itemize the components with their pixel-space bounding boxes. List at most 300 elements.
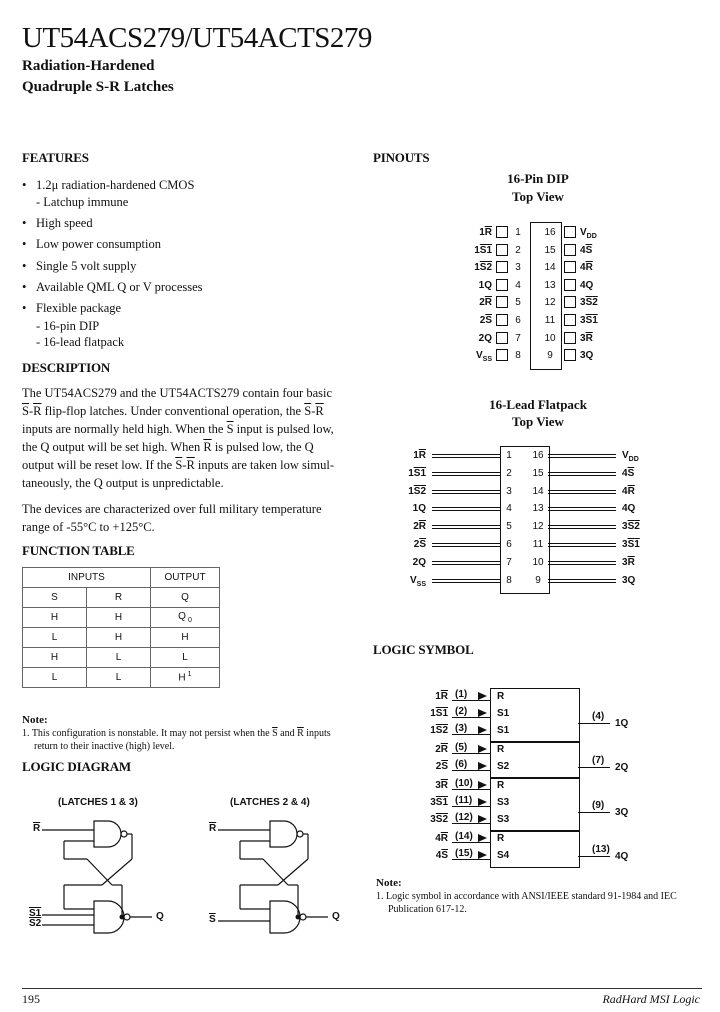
pin-prefix: 4 (622, 467, 628, 479)
pin-number: 13 (532, 503, 544, 515)
input-line (452, 806, 490, 807)
pin-suffix: 1 (442, 708, 448, 719)
text: - (311, 404, 316, 418)
latches-1-3-label: (LATCHES 1 & 3) (58, 797, 138, 808)
feature-item (22, 216, 93, 231)
pin-label (580, 315, 598, 326)
buffer-triangle-icon (478, 745, 487, 753)
bullet-icon: • (22, 178, 27, 192)
description-line (22, 500, 362, 518)
pin-suffix: 2 (486, 262, 492, 274)
buffer-triangle-icon (478, 781, 487, 789)
pin-bar: $\overline{S}$ (441, 850, 448, 861)
text: range of -55°C to +125°C. (22, 520, 155, 534)
pin-label (580, 245, 592, 256)
diagram-input-s2 (29, 918, 41, 929)
pin-prefix: 1 (413, 450, 419, 461)
input-line (452, 789, 490, 790)
inverter-bubble (124, 914, 130, 920)
logic-symbol-note-label: Note: (376, 877, 402, 889)
pin-prefix: 4 (435, 833, 441, 844)
pin-square (564, 349, 576, 361)
footer-rule (22, 988, 702, 989)
table-row (23, 608, 220, 628)
pin-bar: $\overline{S}$ (627, 521, 635, 533)
function-label: R (497, 833, 505, 844)
pin-suffix: 2 (420, 485, 426, 497)
wire (87, 859, 112, 885)
buffer-triangle-icon (478, 815, 487, 823)
text: output will be reset low. If the (22, 458, 176, 472)
r-bar: $\overline{R}$ (315, 404, 324, 418)
pin-suffix: 2 (442, 814, 448, 825)
pin-bar: $\overline{R}$ (440, 833, 448, 844)
function-table-heading: FUNCTION TABLE (22, 543, 135, 558)
column-header-q: Q (151, 588, 220, 608)
logic-symbol-note-line-1: 1. Logic symbol in accordance with ANSI/IEEE standard 91-1984 and IEC (376, 891, 677, 902)
table-row (23, 668, 220, 688)
pin-suffix: 2 (592, 297, 598, 309)
pin-label (390, 539, 426, 550)
output-pin-number: (7) (592, 755, 605, 766)
pin-number: (12) (455, 812, 473, 823)
feature-text: - 16-lead flatpack (36, 335, 125, 349)
pin-number: 6 (515, 315, 521, 326)
wire (102, 859, 132, 885)
text: inputs are normally held high. When the (22, 422, 227, 436)
table-cell: H (23, 608, 87, 628)
input-line (452, 717, 490, 718)
table-cell: L (23, 668, 87, 688)
pin-number: (2) (455, 706, 468, 717)
pin-label (622, 539, 640, 550)
output-line (578, 767, 610, 768)
pin-subscript: DD (628, 456, 639, 463)
feature-subitem (22, 195, 128, 210)
pin-number: 14 (532, 485, 544, 497)
lead (548, 454, 616, 458)
bullet-icon: • (22, 259, 27, 273)
pin-bar: $\overline{S}$ (419, 539, 426, 550)
function-label: S3 (497, 814, 510, 825)
lead (432, 490, 500, 494)
table-group-header (23, 568, 220, 588)
note-line (22, 727, 331, 740)
pin-bar: $\overline{R}$ (585, 332, 593, 344)
feature-text: High speed (36, 216, 93, 230)
diagram-output-q: Q (332, 911, 340, 922)
pin-number: 8 (515, 350, 521, 362)
r-bar: $\overline{R}$ (186, 458, 195, 472)
cell-value: Q (178, 611, 186, 622)
function-label: R (497, 780, 505, 791)
pin-number: 3 (506, 485, 512, 497)
pin-bar: $\overline{R}$ (440, 744, 448, 755)
input-line (452, 753, 490, 754)
pin-label (390, 557, 426, 568)
feature-text: Flexible package (36, 301, 122, 315)
pin-prefix: 3 (435, 780, 441, 791)
logic-diagram-latches-2-4 (198, 815, 368, 935)
s-bar: $\overline{S}$ (226, 422, 234, 436)
pin-suffix: 1 (634, 539, 640, 550)
output-line (578, 812, 610, 813)
pin-prefix: 3 (622, 556, 628, 568)
text: - (28, 404, 34, 418)
description-line (22, 518, 362, 536)
pin-bar: $\overline{S}$ (627, 467, 635, 479)
pin-prefix: 3 (622, 521, 628, 533)
table-cell (151, 608, 220, 628)
logic-diagram-latches-1-3 (22, 815, 192, 935)
pin-bar: $\overline{S}$ (585, 297, 593, 309)
pin-label (450, 245, 492, 256)
inverter-bubble (121, 831, 127, 837)
pin-number: (6) (455, 759, 468, 770)
pin-label (580, 280, 593, 291)
pin-prefix: 4 (435, 850, 442, 861)
pin-number: 15 (532, 467, 544, 479)
wire (278, 859, 308, 885)
pin-number: 4 (506, 503, 512, 515)
pin-number: (1) (455, 689, 468, 700)
text: inputs (303, 728, 331, 739)
pin-label (622, 468, 634, 479)
pin-bar: $\overline{R}$ (627, 556, 635, 568)
function-label: R (497, 744, 505, 755)
document-title: UT54ACS279/UT54ACTS279 (22, 22, 372, 54)
pin-number: (11) (455, 795, 473, 806)
pin-subscript: SS (416, 580, 426, 588)
table-cell: L (23, 628, 87, 648)
pin-label (450, 315, 492, 326)
pin-prefix: 4 (622, 485, 628, 497)
pin-label (404, 833, 448, 844)
function-label: S3 (497, 797, 510, 808)
pin-bar: $\overline{R}$ (418, 450, 426, 461)
pin-prefix: 2 (413, 521, 419, 533)
pin-prefix: 3Q (580, 350, 594, 362)
subtitle-quadruple-latches: Quadruple S-R Latches (22, 79, 174, 95)
pin-number: 7 (515, 332, 521, 344)
lead (432, 454, 500, 458)
output-label: 1Q (615, 717, 629, 729)
description-line (22, 456, 362, 474)
pin-bar: $\overline{S}$ (435, 797, 443, 808)
wire (263, 859, 288, 885)
cell-value: H (181, 632, 189, 643)
nand-gate (94, 821, 121, 847)
table-row (23, 648, 220, 668)
pin-label (622, 521, 640, 532)
pin-prefix: V (580, 227, 587, 238)
description-line (22, 438, 362, 456)
output-line (578, 856, 610, 857)
buffer-triangle-icon (478, 726, 487, 734)
pin-label (450, 280, 492, 291)
pin-number: 12 (532, 521, 544, 533)
diagram-output-q: Q (156, 911, 164, 922)
feature-item (22, 301, 121, 316)
footer-brand: RadHard MSI Logic (602, 992, 700, 1006)
cell-value: L (182, 652, 188, 663)
pin-number: 11 (544, 315, 556, 326)
subscript: 0 (187, 617, 192, 624)
pin-square (496, 261, 508, 273)
s-bar: $\overline{S}$ (272, 728, 278, 739)
lead (432, 579, 500, 583)
features-heading: FEATURES (22, 150, 89, 165)
dip-title: 16-Pin DIP (507, 171, 569, 186)
pin-square (496, 296, 508, 308)
flatpack-view: Top View (512, 414, 564, 429)
pin-label (390, 468, 426, 479)
pin-prefix: 3Q (622, 574, 636, 586)
pin-square (496, 244, 508, 256)
s-bar: $\overline{S}$ (209, 914, 216, 925)
buffer-triangle-icon (478, 692, 487, 700)
pin-prefix: V (409, 574, 417, 586)
pin-number: 15 (544, 244, 556, 256)
lead (432, 472, 500, 476)
pin-bar: $\overline{S}$ (627, 539, 635, 550)
text: and (277, 728, 298, 739)
pin-prefix: 1 (435, 691, 441, 702)
table-cell (151, 668, 220, 688)
pin-suffix: 1 (592, 315, 598, 326)
pin-label (390, 503, 426, 514)
inverter-bubble (297, 831, 303, 837)
description-line (22, 420, 362, 438)
input-line (452, 842, 490, 843)
column-header-r: R (86, 588, 150, 608)
pin-label (404, 814, 448, 825)
lead (548, 507, 616, 511)
bullet-icon: • (22, 280, 27, 294)
function-label: S2 (497, 761, 510, 772)
pin-number: 4 (515, 279, 521, 291)
pin-label (390, 575, 426, 588)
pin-square (496, 332, 508, 344)
pin-number: 5 (515, 297, 521, 309)
pin-square (564, 314, 576, 326)
pin-prefix: 1Q (478, 279, 492, 291)
pin-number: 13 (544, 279, 556, 291)
buffer-triangle-icon (478, 709, 487, 717)
pin-bar: $\overline{R}$ (585, 262, 593, 274)
function-table (22, 567, 220, 688)
pin-label (580, 262, 593, 273)
pin-prefix: 4Q (622, 503, 636, 515)
r-bar: $\overline{R}$ (209, 823, 217, 834)
pin-number: 14 (544, 262, 556, 274)
pin-number: 10 (544, 332, 556, 344)
pin-number: 9 (535, 574, 541, 586)
text: inputs are taken low simul- (194, 458, 335, 472)
pin-prefix: 1 (479, 227, 485, 238)
pin-prefix: 3 (430, 814, 436, 825)
output-line (578, 723, 610, 724)
input-line (452, 700, 490, 701)
pin-bar: $\overline{R}$ (484, 297, 492, 309)
input-line (452, 734, 490, 735)
table-row (23, 628, 220, 648)
function-label: R (497, 691, 505, 702)
lead (548, 472, 616, 476)
cell-value: H (178, 672, 186, 684)
output-pin-number: (9) (592, 799, 605, 811)
text: the Q output will be set high. When (22, 440, 204, 454)
buffer-triangle-icon (478, 762, 487, 770)
pin-number: 6 (506, 539, 512, 550)
input-line (452, 823, 490, 824)
pin-suffix: 1 (486, 244, 492, 256)
pin-number: (14) (455, 831, 473, 842)
pin-number: (10) (455, 778, 473, 789)
output-label: 4Q (615, 851, 629, 862)
description-line (22, 384, 362, 402)
lead (548, 561, 616, 565)
feature-text: - Latchup immune (36, 195, 129, 209)
feature-text: Low power consumption (36, 237, 161, 251)
table-cell: L (86, 668, 150, 688)
s-bar: $\overline{S}$ (175, 458, 183, 472)
text: is pulsed low, the Q (211, 440, 314, 454)
function-table-note (22, 727, 331, 753)
pin-square (564, 332, 576, 344)
pin-label (390, 450, 426, 461)
subtitle-radiation-hardened: Radiation-Hardened (22, 58, 155, 74)
pin-label (622, 503, 635, 514)
lead (548, 579, 616, 583)
pin-prefix: 2 (435, 761, 442, 772)
feature-text: 1.2μ radiation-hardened CMOS (36, 178, 195, 192)
pin-label (390, 486, 426, 497)
pin-subscript: SS (482, 356, 492, 364)
text: The devices are characterized over full military temperature (22, 502, 322, 516)
feature-item (22, 280, 203, 295)
pin-bar: $\overline{R}$ (484, 227, 492, 238)
function-label: S1 (497, 725, 510, 736)
pin-prefix: 2 (479, 315, 486, 326)
table-column-header (23, 588, 220, 608)
output-label: 3Q (615, 806, 629, 818)
pinouts-heading: PINOUTS (373, 150, 430, 165)
feature-text: - 16-pin DIP (36, 319, 100, 333)
pin-label (450, 262, 492, 273)
pin-number: 5 (506, 521, 512, 533)
pin-label (404, 744, 448, 755)
pin-number: 16 (532, 450, 544, 461)
lead (548, 525, 616, 529)
note-line: return to their inactive (high) level. (34, 741, 175, 752)
pin-bar: $\overline{S}$ (479, 244, 487, 256)
pin-label (450, 297, 492, 308)
function-table-body (23, 608, 220, 688)
pin-prefix: 1Q (412, 503, 426, 515)
pin-bar: $\overline{R}$ (627, 485, 635, 497)
function-label: S1 (497, 708, 510, 719)
pin-number: 16 (544, 227, 556, 238)
logic-diagram-heading: LOGIC DIAGRAM (22, 759, 131, 774)
bullet-icon: • (22, 216, 27, 230)
description-line (22, 402, 362, 420)
pin-bar: $\overline{S}$ (479, 262, 487, 274)
table-cell: H (86, 608, 150, 628)
pin-label (404, 725, 448, 736)
pin-bar: $\overline{S}$ (485, 315, 492, 326)
table-cell: L (86, 648, 150, 668)
note-label: Note: (22, 714, 48, 726)
pin-number: 1 (515, 227, 521, 238)
pin-label (580, 297, 598, 308)
pin-label (450, 350, 492, 363)
pin-prefix: 1 (474, 262, 480, 274)
s-bar: $\overline{S}$ (304, 404, 312, 418)
pin-suffix: 1 (442, 797, 448, 808)
input-line (452, 770, 490, 771)
pin-label (622, 450, 639, 463)
function-label: S4 (497, 850, 510, 861)
diagram-input-s (209, 914, 216, 925)
pin-number: (15) (455, 848, 473, 859)
nand-gate (270, 821, 297, 847)
lead (432, 507, 500, 511)
pin-prefix: 3 (622, 539, 628, 550)
pin-prefix: 2Q (478, 332, 492, 344)
pin-subscript: DD (586, 233, 597, 240)
pin-prefix: 2 (413, 539, 420, 550)
feature-item (22, 237, 161, 252)
pin-label (580, 350, 593, 361)
pin-bar: $\overline{S}$ (585, 315, 593, 326)
description-heading: DESCRIPTION (22, 360, 111, 375)
pin-suffix: 2 (634, 521, 640, 533)
pin-number: 11 (532, 539, 544, 550)
pin-square (496, 314, 508, 326)
text: 1. This configuration is nonstable. It may not persist when the (22, 728, 273, 739)
pin-bar: $\overline{R}$ (440, 691, 448, 702)
pin-bar: $\overline{R}$ (418, 521, 426, 533)
pin-label (450, 227, 492, 238)
pin-label (404, 708, 448, 719)
text: - (182, 458, 187, 472)
pin-label (622, 486, 635, 497)
lead (548, 543, 616, 547)
lead (432, 525, 500, 529)
pin-prefix: V (475, 350, 483, 362)
inverter-bubble (300, 914, 306, 920)
logic-symbol-heading: LOGIC SYMBOL (373, 642, 474, 657)
flatpack-title: 16-Lead Flatpack (489, 397, 587, 412)
pin-bar: $\overline{S}$ (435, 708, 443, 719)
table-cell: H (86, 628, 150, 648)
r-bar: $\overline{R}$ (33, 823, 41, 834)
dip-view: Top View (512, 189, 564, 204)
s1-bar: S1 (29, 908, 42, 919)
table-cell: H (23, 648, 87, 668)
text: taneously, the Q output is unpredictable. (22, 476, 224, 490)
pin-label (404, 780, 448, 791)
pin-prefix: 1 (430, 708, 436, 719)
pin-number: 9 (547, 350, 553, 362)
pin-label (450, 333, 492, 344)
column-header-s: S (23, 588, 87, 608)
logic-symbol-note-line-2: Publication 617-12. (388, 904, 467, 915)
pin-prefix: 4 (580, 244, 586, 256)
r-bar: $\overline{R}$ (203, 440, 212, 454)
junction-dot (120, 915, 125, 920)
